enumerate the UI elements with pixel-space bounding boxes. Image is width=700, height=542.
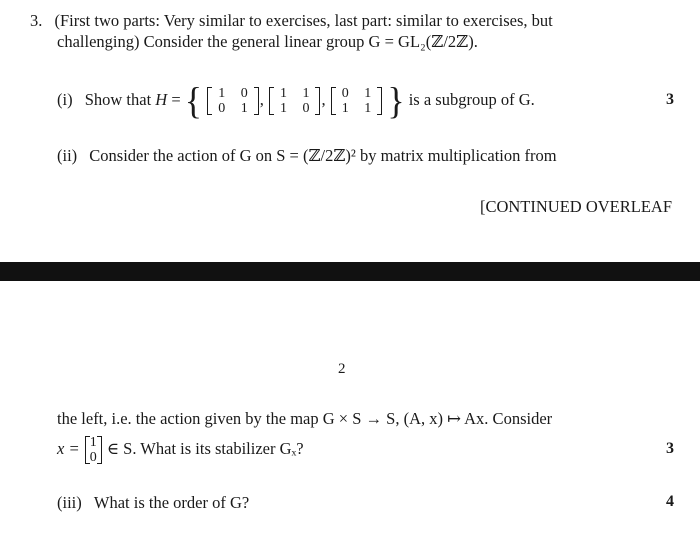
x-eq: x =	[57, 439, 80, 458]
part-ii-line1	[57, 146, 557, 166]
right-brace: }	[387, 80, 405, 123]
part-i-text-after: is a subgroup of G.	[408, 90, 535, 109]
page-break-band	[0, 262, 700, 281]
part-ii-text-1: Consider the action of G on S = (ℤ/2ℤ)² by matrix multiplication from	[89, 146, 557, 165]
matrix-2-row-2: 1 0	[279, 101, 316, 117]
matrix-3-row-2: 1 1	[341, 101, 378, 117]
part-ii-line3	[57, 430, 304, 468]
vector-x	[85, 435, 102, 465]
matrix-2	[269, 86, 321, 116]
question-intro-line1	[30, 11, 553, 31]
part-iii-label: (iii)	[57, 493, 82, 512]
part-i-var: H	[155, 90, 168, 109]
matrix-2-row-1: 1 1	[279, 86, 316, 102]
part-i-eq: =	[171, 90, 181, 109]
matrix-1-row-1: 1 0	[218, 86, 254, 102]
vector-x-row-1: 1	[89, 435, 97, 451]
intro-text-1: (First two parts: Very similar to exercises, last part: similar to exercises, but	[54, 11, 553, 30]
matrix-3	[331, 86, 383, 116]
matrix-1	[207, 86, 259, 116]
continued-overleaf: [CONTINUED OVERLEAF	[479, 197, 672, 216]
vector-x-row-2: 0	[89, 450, 97, 466]
matrix-1-row-2: 0 1	[218, 101, 254, 117]
part-i: (i) Show that H = { 1 0 0 1 , 1 1 1 0 , 0 1 1 1 } is a subgroup of G.	[57, 80, 535, 123]
page-number: 2	[338, 361, 346, 377]
part-ii-label: (ii)	[57, 146, 78, 165]
part-i-text-before: Show that	[84, 90, 152, 109]
part-ii-text-3: ∈ S. What is its stabilizer Gₓ?	[106, 439, 304, 458]
matrix-3-row-1: 0 1	[341, 86, 378, 102]
part-iii-marks: 4	[666, 493, 674, 510]
part-iii-text: What is the order of G?	[93, 493, 250, 512]
part-i-marks: 3	[666, 91, 674, 108]
part-ii-line2: the left, i.e. the action given by the map G × S → S, (A, x) ↦ Ax. Consider	[57, 409, 553, 428]
part-iii	[57, 493, 249, 513]
part-ii-marks: 3	[666, 440, 674, 457]
question-intro-line2: challenging) Consider the general linear group G = GL₂(ℤ/2ℤ).	[57, 32, 478, 51]
left-brace: {	[184, 80, 203, 123]
part-i-label: (i)	[57, 90, 73, 109]
question-number: 3.	[30, 11, 43, 30]
